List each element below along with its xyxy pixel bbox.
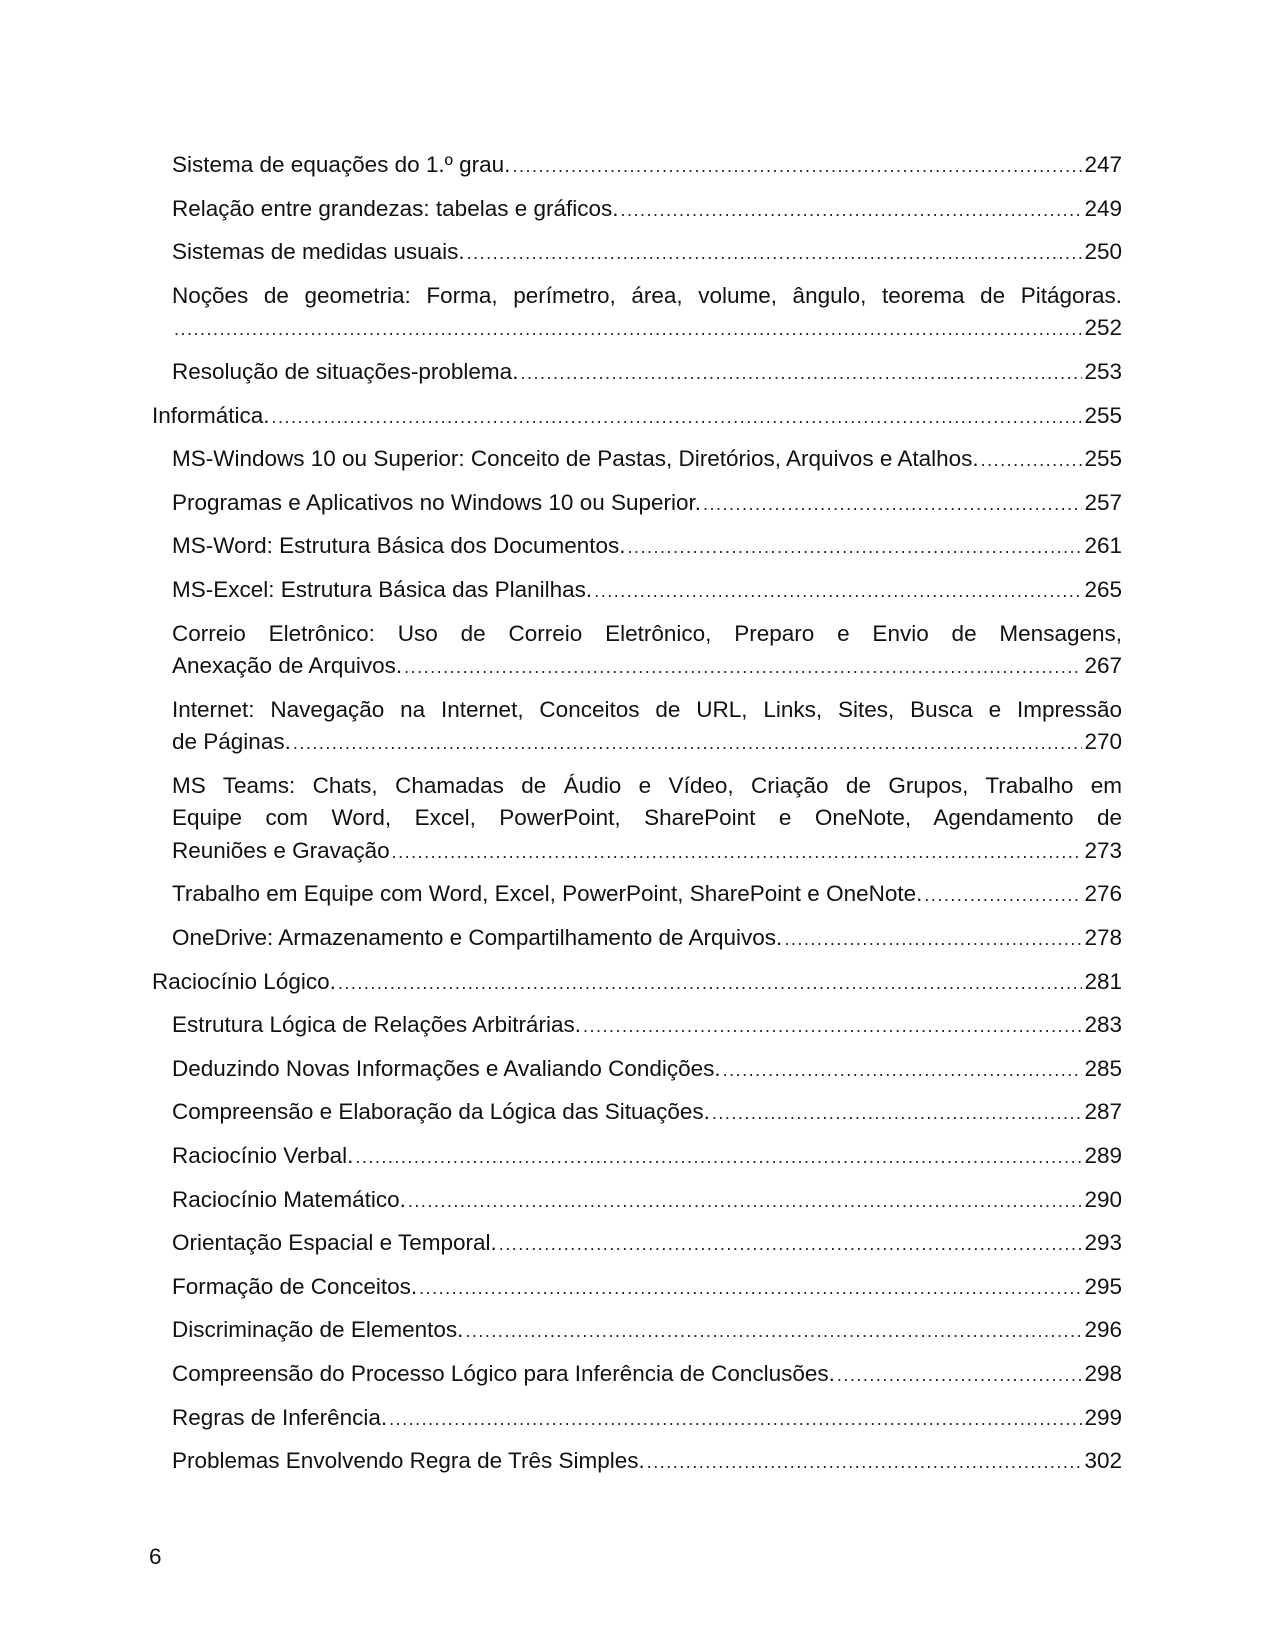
toc-entry-line bbox=[172, 574, 1122, 607]
toc-entry-title-line: Internet: Navegação na Internet, Conceitos de URL, Links, Sites, Busca e Impressão bbox=[172, 696, 1122, 722]
dot-leader bbox=[723, 1053, 1083, 1087]
toc-page-number: 293 bbox=[1084, 1230, 1122, 1256]
toc-page-number: 278 bbox=[1084, 924, 1122, 950]
dot-leader bbox=[924, 878, 1082, 912]
dot-leader bbox=[419, 1271, 1082, 1305]
toc-entry-title: Regras de Inferência. bbox=[172, 1404, 388, 1430]
toc-page-number: 247 bbox=[1084, 152, 1122, 177]
toc-entry-line bbox=[172, 1227, 1122, 1260]
toc-subsection-entry[interactable] bbox=[172, 1314, 1122, 1347]
toc-entry-title: Sistemas de medidas usuais. bbox=[172, 239, 465, 265]
toc-entry-title: Informática. bbox=[152, 402, 270, 428]
toc-entry-title: Compreensão e Elaboração da Lógica das Situações. bbox=[172, 1099, 710, 1125]
toc-page-number: 249 bbox=[1084, 195, 1122, 221]
toc-page-number: 281 bbox=[1084, 968, 1122, 994]
dot-leader bbox=[784, 922, 1082, 956]
dot-leader bbox=[467, 236, 1083, 270]
toc-entry-line bbox=[172, 726, 1122, 759]
dot-leader bbox=[174, 312, 1082, 346]
toc-subsection-entry[interactable] bbox=[172, 1184, 1122, 1217]
toc-page-number: 267 bbox=[1084, 653, 1122, 678]
dot-leader bbox=[621, 193, 1083, 227]
toc-entry-title: Trabalho em Equipe com Word, Excel, PowerPoint, SharePoint e OneNote. bbox=[172, 881, 923, 907]
toc-entry-title-line: Equipe com Word, Excel, PowerPoint, SharePoint e OneNote, Agendamento de bbox=[172, 805, 1122, 831]
toc-entry-line bbox=[172, 1271, 1122, 1304]
toc-entry-title: Estrutura Lógica de Relações Arbitrárias. bbox=[172, 1012, 581, 1038]
toc-page-number: 255 bbox=[1084, 402, 1122, 428]
page-number: 6 bbox=[149, 1544, 162, 1569]
dot-leader bbox=[583, 1009, 1082, 1043]
toc-entry-title-line: Correio Eletrônico: Uso de Correio Eletrônico, Preparo e Envio de Mensagens, bbox=[172, 620, 1122, 646]
toc-subsection-entry[interactable] bbox=[172, 1445, 1122, 1478]
dot-leader bbox=[594, 574, 1082, 608]
toc-entry-line bbox=[172, 1314, 1122, 1347]
toc-entry-title: Orientação Espacial e Temporal. bbox=[172, 1230, 497, 1256]
toc-page-number: 296 bbox=[1084, 1317, 1122, 1343]
toc-subsection-entry[interactable] bbox=[172, 193, 1122, 226]
toc-entry-line bbox=[172, 835, 1122, 868]
toc-subsection-entry[interactable] bbox=[172, 280, 1122, 345]
toc-page-number: 302 bbox=[1084, 1448, 1122, 1474]
toc-entry-line bbox=[172, 193, 1122, 226]
toc-entry-line bbox=[172, 1358, 1122, 1391]
toc-subsection-entry[interactable] bbox=[172, 1402, 1122, 1435]
toc-entry-line bbox=[172, 1402, 1122, 1435]
toc-entry-line bbox=[152, 400, 1122, 433]
toc-subsection-entry[interactable] bbox=[172, 694, 1122, 759]
dot-leader bbox=[520, 356, 1082, 390]
dot-leader bbox=[389, 1402, 1082, 1436]
dot-leader bbox=[703, 487, 1082, 521]
toc-page-number: 276 bbox=[1084, 881, 1122, 907]
toc-entry-title: Anexação de Arquivos. bbox=[172, 653, 403, 678]
toc-subsection-entry[interactable] bbox=[172, 1227, 1122, 1260]
dot-leader bbox=[404, 650, 1082, 684]
toc-subsection-entry[interactable] bbox=[172, 922, 1122, 955]
toc-entry-line bbox=[172, 530, 1122, 563]
toc-entry-title: Problemas Envolvendo Regra de Três Simples. bbox=[172, 1448, 645, 1474]
toc-subsection-entry[interactable] bbox=[172, 1053, 1122, 1086]
toc-subsection-entry[interactable] bbox=[172, 149, 1122, 182]
toc-entry-title: Programas e Aplicativos no Windows 10 ou Superior. bbox=[172, 489, 702, 515]
toc-subsection-entry[interactable] bbox=[172, 236, 1122, 269]
toc-entry-title: Reuniões e Gravação bbox=[172, 837, 390, 863]
toc-entry-line bbox=[172, 1009, 1122, 1042]
dot-leader bbox=[981, 443, 1083, 477]
toc-entry-title: Relação entre grandezas: tabelas e gráficos. bbox=[172, 195, 619, 221]
dot-leader bbox=[408, 1184, 1083, 1218]
toc-page-number: 295 bbox=[1084, 1273, 1122, 1299]
toc-subsection-entry[interactable] bbox=[172, 530, 1122, 563]
toc-entry-line bbox=[172, 1096, 1122, 1129]
dot-leader bbox=[293, 726, 1083, 760]
toc-page-number: 270 bbox=[1084, 729, 1122, 755]
toc-entry-title: Raciocínio Matemático. bbox=[172, 1186, 406, 1212]
toc-entry-line bbox=[172, 1053, 1122, 1086]
toc-page-number: 257 bbox=[1084, 489, 1122, 515]
dot-leader bbox=[392, 835, 1083, 869]
toc-entry-line bbox=[172, 312, 1122, 345]
toc-entry-line bbox=[172, 650, 1122, 683]
toc-entry-title-line: MS Teams: Chats, Chamadas de Áudio e Vídeo, Criação de Grupos, Trabalho em bbox=[172, 772, 1122, 798]
toc-section-entry[interactable] bbox=[152, 966, 1122, 999]
toc-subsection-entry[interactable] bbox=[172, 356, 1122, 389]
dot-leader bbox=[837, 1358, 1083, 1392]
toc-page-number: 299 bbox=[1084, 1404, 1122, 1430]
toc-page-number: 285 bbox=[1084, 1055, 1122, 1081]
toc-subsection-entry[interactable] bbox=[172, 618, 1122, 683]
toc-entry-line bbox=[172, 356, 1122, 389]
toc-subsection-entry[interactable] bbox=[172, 1140, 1122, 1173]
toc-entry-line bbox=[172, 487, 1122, 520]
toc-page-number: 298 bbox=[1084, 1360, 1122, 1386]
toc-entry-title: OneDrive: Armazenamento e Compartilhamento de Arquivos. bbox=[172, 924, 783, 950]
toc-page-number: 253 bbox=[1084, 358, 1122, 384]
toc-page-number: 273 bbox=[1084, 837, 1122, 863]
toc-page-number: 265 bbox=[1084, 576, 1122, 602]
dot-leader bbox=[499, 1227, 1083, 1261]
dot-leader bbox=[512, 149, 1082, 183]
toc-subsection-entry[interactable] bbox=[172, 574, 1122, 607]
toc-entry-title: Raciocínio Verbal. bbox=[172, 1142, 354, 1168]
toc-page-number: 287 bbox=[1084, 1099, 1122, 1125]
toc-subsection-entry[interactable] bbox=[172, 1096, 1122, 1129]
toc-entry-title: MS-Word: Estrutura Básica dos Documentos. bbox=[172, 533, 626, 559]
toc-entry-title: Discriminação de Elementos. bbox=[172, 1317, 464, 1343]
toc-entry-line bbox=[172, 1445, 1122, 1478]
toc-entry-title: Resolução de situações-problema. bbox=[172, 358, 519, 384]
dot-leader bbox=[712, 1096, 1083, 1130]
toc-entry-line bbox=[172, 922, 1122, 955]
toc-entry-title: Deduzindo Novas Informações e Avaliando Condições. bbox=[172, 1055, 721, 1081]
toc-entry-title-line: Noções de geometria: Forma, perímetro, área, volume, ângulo, teorema de Pitágoras. bbox=[172, 282, 1122, 308]
toc-entry-title: Compreensão do Processo Lógico para Inferência de Conclusões. bbox=[172, 1360, 835, 1386]
toc-subsection-entry[interactable] bbox=[172, 1271, 1122, 1304]
toc-entry-line bbox=[172, 236, 1122, 269]
dot-leader bbox=[272, 400, 1083, 434]
dot-leader bbox=[647, 1445, 1083, 1479]
toc-page-number: 283 bbox=[1084, 1012, 1122, 1038]
toc-entry-title: Raciocínio Lógico. bbox=[152, 968, 336, 994]
dot-leader bbox=[465, 1314, 1082, 1348]
toc-subsection-entry[interactable] bbox=[172, 770, 1122, 868]
toc-entry-line bbox=[172, 443, 1122, 476]
toc-subsection-entry[interactable] bbox=[172, 487, 1122, 520]
toc-subsection-entry[interactable] bbox=[172, 1009, 1122, 1042]
dot-leader bbox=[355, 1140, 1082, 1174]
toc-entry-title: de Páginas. bbox=[172, 729, 291, 755]
toc-entry-title: MS-Windows 10 ou Superior: Conceito de Pastas, Diretórios, Arquivos e Atalhos. bbox=[172, 446, 979, 472]
toc-page-number: 250 bbox=[1084, 239, 1122, 265]
toc-entry-title: Sistema de equações do 1.º grau. bbox=[172, 152, 511, 177]
toc-page-number: 261 bbox=[1084, 533, 1122, 559]
toc-entry-title: Formação de Conceitos. bbox=[172, 1273, 418, 1299]
toc-page-number: 252 bbox=[1084, 315, 1122, 341]
toc-subsection-entry[interactable] bbox=[172, 878, 1122, 911]
toc-page-number: 289 bbox=[1084, 1142, 1122, 1168]
toc-page-number: 255 bbox=[1084, 446, 1122, 472]
toc-entry-line bbox=[172, 149, 1122, 182]
toc-entry-line bbox=[172, 878, 1122, 911]
toc-subsection-entry[interactable] bbox=[172, 443, 1122, 476]
toc-subsection-entry[interactable] bbox=[172, 1358, 1122, 1391]
toc-page-number: 290 bbox=[1084, 1186, 1122, 1212]
dot-leader bbox=[338, 966, 1083, 1000]
toc-entry-title: MS-Excel: Estrutura Básica das Planilhas. bbox=[172, 576, 593, 602]
toc-section-entry[interactable] bbox=[152, 400, 1122, 433]
toc-entry-line bbox=[152, 966, 1122, 999]
toc-entry-line bbox=[172, 1184, 1122, 1217]
dot-leader bbox=[628, 530, 1083, 564]
toc-entry-line bbox=[172, 1140, 1122, 1173]
